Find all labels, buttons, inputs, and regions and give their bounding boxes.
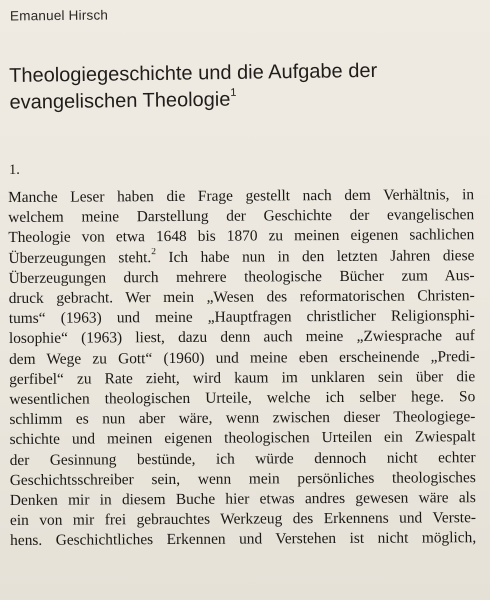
body-line: Überzeugungen durch mehrere theologische Bücher zum Aus- [8,266,475,287]
body-line: schichte und meinen eigenen theologischen Urteilen ein Zwiespalt [9,428,476,449]
section-number: 1. [9,162,20,178]
body-text [8,185,476,551]
body-line: Denken mir in diesem Buche hier etwas andres gewesen wäre als [9,489,476,510]
body-line: Manche Leser haben die Frage gestellt nach dem Verhältnis, in [8,186,475,206]
body-line: Geschichtsschreiber sein, wenn mein persönliches theologisches [9,468,476,489]
body-line-part: Ich habe nun in den letzten Jahren diese [155,246,475,266]
body-line: dem Wege zu Gott“ (1960) und meine eben erscheinende „Predi- [8,347,476,368]
body-line: der Gesinnung bestünde, ich würde dennoch nicht echter [9,448,476,469]
body-line: losophie“ (1963) liest, dazu denn auch meine „Zwiesprache auf [8,327,475,348]
title-line-1: Theologiegeschichte und die Aufgabe der [9,60,378,88]
body-footnote-mark: 2 [151,247,156,258]
body-line: welchem meine Darstellung der Geschichte der evangelischen [8,206,475,227]
body-line-part: Überzeugungen steht. [8,248,152,267]
body-line: druck gebracht. Wer mein „Wesen des reformatorischen Christen- [8,287,475,308]
body-line-with-footnote [8,246,474,269]
body-line: wesentlichen theologischen Urteile, welche ich selber hege. So [9,388,476,409]
author-name: Emanuel Hirsch [9,7,109,24]
title-line-2: evangelischen Theologie [9,88,231,115]
body-line: schlimm es nun aber wäre, wenn zwischen dieser Theologiege- [9,408,476,429]
body-line: tums“ (1963) und meine „Hauptfragen christlicher Religionsphi- [8,307,475,328]
body-line: Theologie von etwa 1648 bis 1870 zu meinen eigenen sachlichen [8,226,475,247]
body-line: gerfibel“ zu Rate zieht, wird kaum im unklaren sein über die [9,367,476,388]
body-line: hens. Geschichtliches Erkennen und Verstehen ist nicht möglich, [10,529,477,550]
chapter-title [9,59,480,114]
body-line: ein von mir frei gebrauchtes Werkzeug des Erkennens und Verste- [9,509,477,530]
title-footnote-mark: 1 [230,87,237,100]
